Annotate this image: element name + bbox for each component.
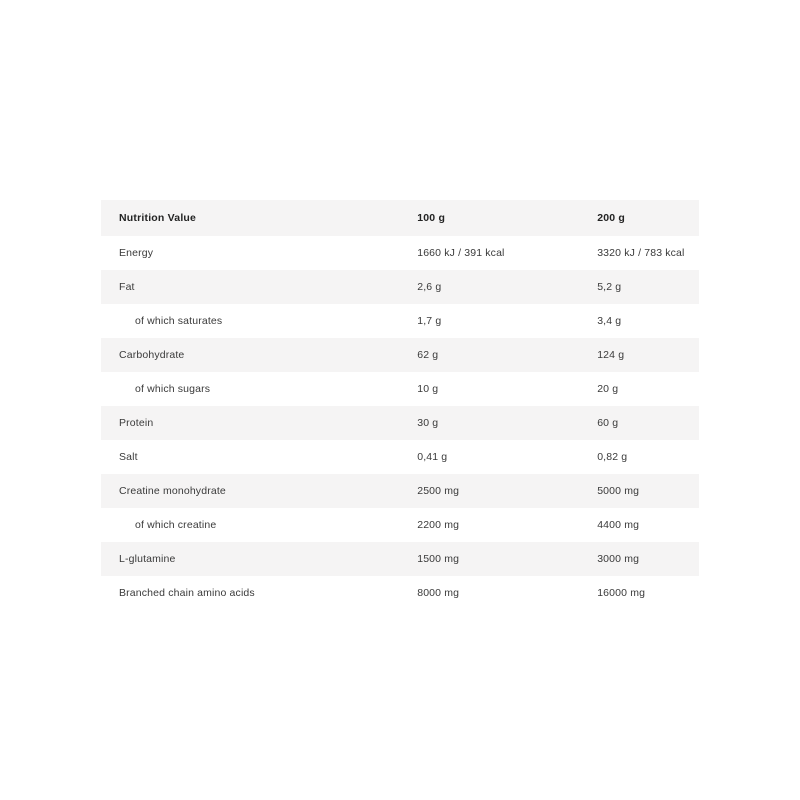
row-value-200g: 20 g [581,372,699,406]
row-value-200g: 124 g [581,338,699,372]
row-value-200g: 4400 mg [581,508,699,542]
row-label: of which sugars [101,372,401,406]
nutrition-value-table [101,200,699,610]
column-header-100g: 100 g [401,200,581,236]
row-value-100g: 30 g [401,406,581,440]
table-row [101,542,699,576]
row-value-100g: 1500 mg [401,542,581,576]
row-label: of which saturates [101,304,401,338]
row-value-200g: 3000 mg [581,542,699,576]
row-label: Protein [101,406,401,440]
row-value-200g: 0,82 g [581,440,699,474]
row-label: of which creatine [101,508,401,542]
row-label: Creatine monohydrate [101,474,401,508]
table-row [101,406,699,440]
row-value-100g: 2500 mg [401,474,581,508]
row-value-200g: 3,4 g [581,304,699,338]
row-value-200g: 60 g [581,406,699,440]
row-label: Branched chain amino acids [101,576,401,610]
row-value-100g: 8000 mg [401,576,581,610]
row-value-100g: 1660 kJ / 391 kcal [401,236,581,270]
row-value-100g: 62 g [401,338,581,372]
table-row [101,372,699,406]
column-header-200g: 200 g [581,200,699,236]
nutrition-table-container [101,200,699,610]
row-label: L-glutamine [101,542,401,576]
row-value-100g: 2,6 g [401,270,581,304]
table-row [101,304,699,338]
row-value-200g: 3320 kJ / 783 kcal [581,236,699,270]
table-row [101,474,699,508]
table-body [101,236,699,610]
row-label: Salt [101,440,401,474]
row-value-100g: 2200 mg [401,508,581,542]
row-value-200g: 5,2 g [581,270,699,304]
table-row [101,576,699,610]
table-row [101,508,699,542]
column-header-nutrition-value: Nutrition Value [101,200,401,236]
table-row [101,338,699,372]
row-label: Carbohydrate [101,338,401,372]
row-value-200g: 16000 mg [581,576,699,610]
table-header [101,200,699,236]
row-value-100g: 0,41 g [401,440,581,474]
table-row [101,270,699,304]
row-label: Fat [101,270,401,304]
row-value-100g: 10 g [401,372,581,406]
row-value-100g: 1,7 g [401,304,581,338]
table-row [101,440,699,474]
table-header-row [101,200,699,236]
table-row [101,236,699,270]
row-label: Energy [101,236,401,270]
row-value-200g: 5000 mg [581,474,699,508]
